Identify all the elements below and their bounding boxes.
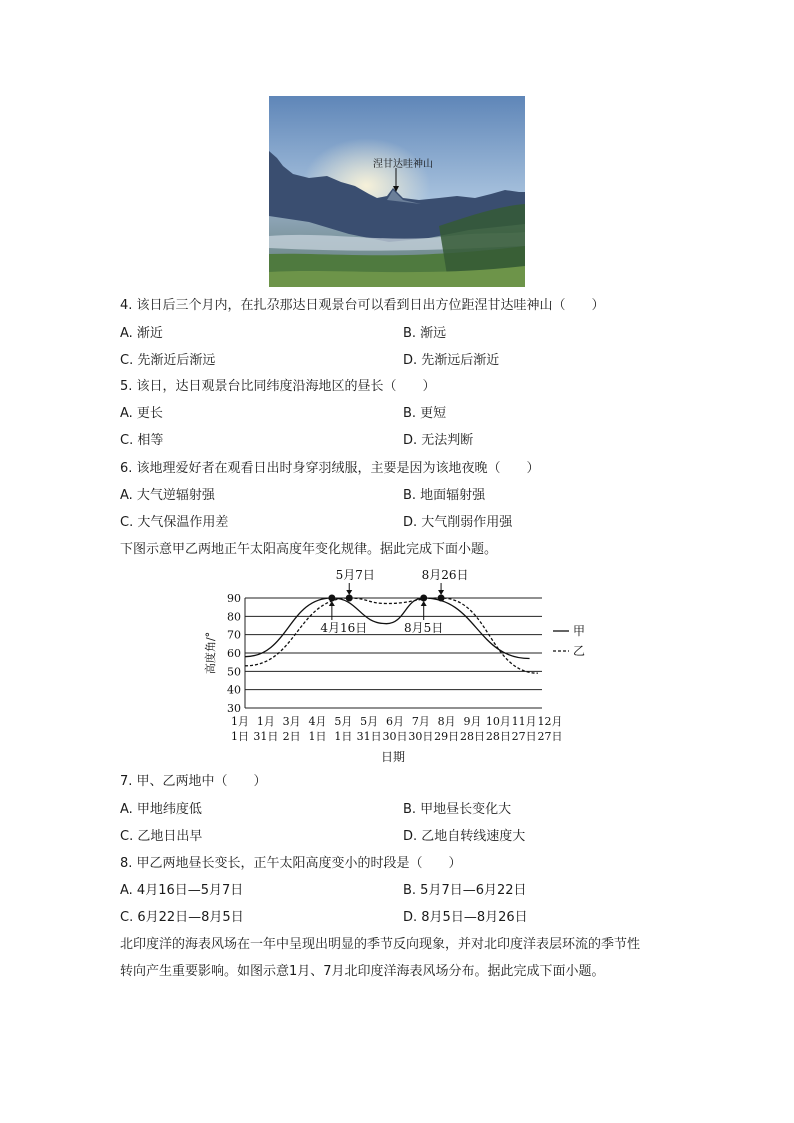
x-tick-label-bottom-9: 28日 (460, 730, 485, 743)
x-tick-label-top-12: 12月 (537, 715, 563, 728)
annotation-may-7: 5月7日 (335, 568, 375, 582)
x-tick-label-top-5: 5月 (360, 715, 379, 728)
q8-option-b[interactable]: B. 5月7日—6月22日 (403, 883, 527, 898)
y-tick-label-80: 80 (227, 610, 241, 624)
annotation-arrowhead-apr-16 (329, 601, 335, 606)
annotation-arrowhead-aug-5 (421, 601, 427, 606)
x-tick-label-top-10: 10月 (485, 715, 511, 728)
series-line-jia (245, 598, 530, 659)
q6-option-a[interactable]: A. 大气逆辐射强 (120, 488, 215, 503)
x-tick-label-bottom-12: 27日 (537, 730, 563, 743)
y-tick-label-50: 50 (227, 665, 241, 679)
chart-intro-text: 下图示意甲乙两地正午太阳高度年变化规律。据此完成下面小题。 (120, 542, 498, 557)
peak-point-0-3 (420, 595, 427, 602)
q6-option-d[interactable]: D. 大气削弱作用强 (403, 515, 513, 530)
q7-option-b[interactable]: B. 甲地昼长变化大 (403, 802, 512, 817)
x-tick-label-bottom-1: 31日 (253, 730, 279, 743)
q7-option-d[interactable]: D. 乙地自转线速度大 (403, 829, 526, 844)
x-tick-label-top-1: 1月 (256, 715, 275, 728)
x-tick-label-bottom-11: 27日 (511, 730, 537, 743)
x-tick-label-top-2: 3月 (282, 715, 301, 728)
annotation-apr-16: 4月16日 (320, 621, 368, 635)
q8-option-d[interactable]: D. 8月5日—8月26日 (403, 910, 528, 925)
q6-option-c[interactable]: C. 大气保温作用差 (120, 515, 229, 530)
y-axis-label: 高度角/° (204, 631, 217, 675)
question-5-stem: 5. 该日，达日观景台比同纬度沿海地区的昼长（ ） (120, 379, 436, 394)
legend-label-jia: 甲 (573, 624, 586, 638)
q5-option-b[interactable]: B. 更短 (403, 406, 447, 421)
question-6-stem: 6. 该地理爱好者在观看日出时身穿羽绒服，主要是因为该地夜晚（ ） (120, 461, 540, 476)
x-tick-label-bottom-2: 2日 (282, 730, 301, 743)
q6-option-b[interactable]: B. 地面辐射强 (403, 488, 486, 503)
annotation-arrowhead-aug-26 (438, 590, 444, 595)
q5-option-c[interactable]: C. 相等 (120, 433, 164, 448)
x-tick-label-bottom-7: 30日 (408, 730, 434, 743)
x-tick-label-bottom-6: 30日 (382, 730, 408, 743)
question-4-stem: 4. 该日后三个月内，在扎尕那达日观景台可以看到日出方位距涅甘达哇神山（ ） (120, 298, 605, 313)
x-tick-label-top-6: 6月 (386, 715, 404, 728)
q8-option-c[interactable]: C. 6月22日—8月5日 (120, 910, 244, 925)
legend-label-yi: 乙 (573, 644, 586, 658)
x-tick-label-top-8: 8月 (437, 715, 456, 728)
q4-option-b[interactable]: B. 渐远 (403, 326, 447, 341)
annotation-aug-5: 8月5日 (404, 621, 444, 635)
y-tick-label-60: 60 (227, 647, 241, 660)
series-line-yi (245, 598, 538, 673)
y-tick-label-70: 70 (227, 628, 241, 642)
q5-option-d[interactable]: D. 无法判断 (403, 433, 474, 448)
x-tick-label-top-9: 9月 (463, 715, 482, 728)
x-tick-label-top-11: 11月 (511, 715, 537, 728)
q4-option-c[interactable]: C. 先渐近后渐远 (120, 353, 216, 368)
x-tick-label-bottom-5: 31日 (356, 730, 382, 743)
mountain-photo (269, 96, 525, 287)
x-tick-label-top-3: 4月 (308, 715, 327, 728)
wind-intro-line-1: 北印度洋的海表风场在一年中呈现出明显的季节反向现象，并对北印度洋表层环流的季节性 (120, 937, 641, 952)
x-tick-label-bottom-4: 1日 (334, 730, 353, 743)
y-tick-label-30: 30 (227, 702, 241, 715)
q7-option-a[interactable]: A. 甲地纬度低 (120, 802, 202, 817)
q4-option-a[interactable]: A. 渐近 (120, 326, 163, 341)
q7-option-c[interactable]: C. 乙地日出早 (120, 829, 203, 844)
x-tick-label-top-0: 1月 (231, 715, 249, 728)
photo-label-mountain: 涅甘达哇神山 (373, 159, 433, 170)
q5-option-a[interactable]: A. 更长 (120, 406, 163, 421)
peak-point-1-3 (438, 595, 445, 602)
x-tick-label-top-4: 5月 (334, 715, 353, 728)
sun-altitude-chart (200, 563, 600, 768)
x-tick-label-bottom-0: 1日 (231, 730, 249, 743)
question-7-stem: 7. 甲、乙两地中（ ） (120, 774, 267, 789)
x-tick-label-bottom-10: 28日 (485, 730, 511, 743)
peak-point-1-1 (346, 595, 353, 602)
chart-svg (200, 563, 600, 768)
annotation-aug-26: 8月26日 (421, 568, 469, 582)
y-tick-label-40: 40 (227, 683, 241, 697)
annotation-arrowhead-may-7 (346, 590, 352, 595)
x-tick-label-bottom-3: 1日 (308, 730, 327, 743)
wind-intro-line-2: 转向产生重要影响。如图示意1月、7月北印度洋海表风场分布。据此完成下面小题。 (120, 964, 605, 979)
x-tick-label-top-7: 7月 (411, 715, 430, 728)
mountain-landscape-image (269, 96, 525, 287)
question-8-stem: 8. 甲乙两地昼长变长，正午太阳高度变小的时段是（ ） (120, 856, 462, 871)
q4-option-d[interactable]: D. 先渐远后渐近 (403, 353, 500, 368)
y-tick-label-90: 90 (227, 592, 241, 605)
x-axis-label: 日期 (380, 750, 406, 764)
q8-option-a[interactable]: A. 4月16日—5月7日 (120, 883, 244, 898)
x-tick-label-bottom-8: 29日 (434, 730, 460, 743)
